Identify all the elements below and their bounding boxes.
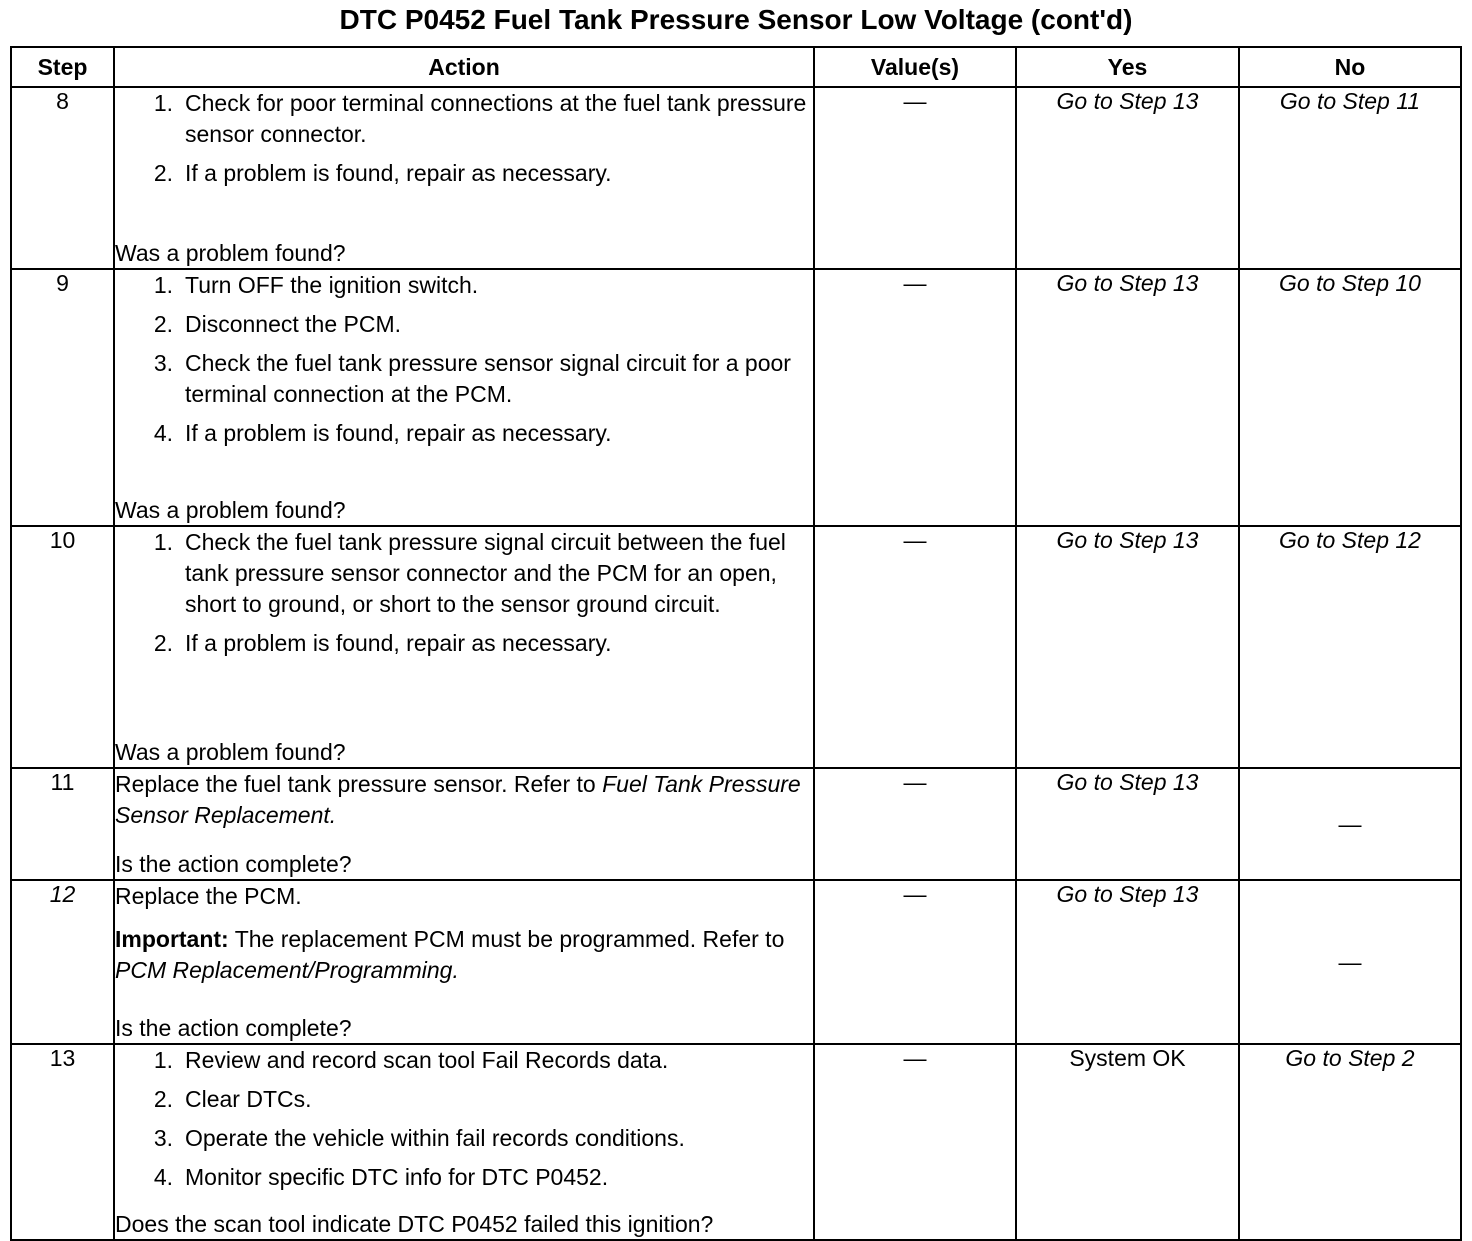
action-list — [115, 527, 813, 667]
action-question: Is the action complete? — [115, 851, 352, 877]
yes-result: System OK — [1016, 1044, 1239, 1240]
action-cell — [114, 1044, 814, 1240]
yes-goto-link[interactable]: Go to Step 13 — [1016, 269, 1239, 526]
action-text: Replace the PCM. — [115, 883, 302, 909]
action-list — [115, 270, 813, 457]
action-cell — [114, 526, 814, 768]
yes-goto-link[interactable]: Go to Step 13 — [1016, 768, 1239, 880]
action-cell — [114, 880, 814, 1044]
action-question: Was a problem found? — [115, 497, 346, 523]
action-question: Is the action complete? — [115, 1015, 352, 1041]
value-cell: — — [814, 87, 1016, 269]
list-item: 1. Review and record scan tool Fail Records data. — [153, 1047, 669, 1073]
no-goto-link[interactable]: Go to Step 11 — [1239, 87, 1461, 269]
list-item: 3. Check the fuel tank pressure sensor signal circuit for a poor terminal connection at the PCM. — [153, 350, 791, 407]
action-list — [115, 88, 813, 197]
step-number: 9 — [11, 269, 114, 526]
step-number: 12 — [11, 880, 114, 1044]
action-cell — [114, 768, 814, 880]
reference-link[interactable]: PCM Replacement/Programming. — [115, 957, 459, 983]
list-item: 1. Check the fuel tank pressure signal circuit between the fuel tank pressure sensor connector and the PCM for an open, short to ground, or short to the sensor ground circuit. — [153, 529, 786, 617]
value-cell: — — [814, 1044, 1016, 1240]
no-goto-link[interactable]: Go to Step 12 — [1239, 526, 1461, 768]
header-step: Step — [11, 47, 114, 87]
action-question: Was a problem found? — [115, 240, 346, 266]
diagnostic-table — [10, 46, 1462, 1241]
reference-link[interactable]: Fuel Tank Pressure Sensor Replacement. — [115, 771, 801, 828]
step-number: 13 — [11, 1044, 114, 1240]
action-question: Was a problem found? — [115, 739, 346, 765]
action-list — [115, 1045, 813, 1193]
table-header-row — [11, 47, 1461, 87]
value-cell: — — [814, 880, 1016, 1044]
step-number: 10 — [11, 526, 114, 768]
header-no: No — [1239, 47, 1461, 87]
list-item: 1. Check for poor terminal connections at the fuel tank pressure sensor connector. — [153, 90, 807, 147]
step-number: 8 — [11, 87, 114, 269]
header-values: Value(s) — [814, 47, 1016, 87]
table-row-step-10 — [11, 526, 1461, 768]
action-text: Replace the fuel tank pressure sensor. Refer to Fuel Tank Pressure Sensor Replacement. — [115, 771, 801, 828]
step-number: 11 — [11, 768, 114, 880]
no-value: — — [1239, 768, 1461, 880]
value-cell: — — [814, 526, 1016, 768]
value-cell: — — [814, 269, 1016, 526]
no-goto-link[interactable]: Go to Step 10 — [1239, 269, 1461, 526]
yes-goto-link[interactable]: Go to Step 13 — [1016, 880, 1239, 1044]
header-action: Action — [114, 47, 814, 87]
table-row-step-13 — [11, 1044, 1461, 1240]
action-question: Does the scan tool indicate DTC P0452 failed this ignition? — [115, 1211, 714, 1237]
list-item: 1. Turn OFF the ignition switch. — [153, 272, 479, 298]
yes-goto-link[interactable]: Go to Step 13 — [1016, 87, 1239, 269]
list-item: 2. If a problem is found, repair as necessary. — [153, 160, 612, 186]
action-cell — [114, 87, 814, 269]
page-title: DTC P0452 Fuel Tank Pressure Sensor Low Voltage (cont'd) — [339, 4, 1133, 35]
list-item: 2. Disconnect the PCM. — [153, 311, 402, 337]
no-value: — — [1239, 880, 1461, 1044]
action-cell — [114, 269, 814, 526]
value-cell: — — [814, 768, 1016, 880]
list-item: 4. Monitor specific DTC info for DTC P0452. — [153, 1164, 609, 1190]
list-item: 4. If a problem is found, repair as necessary. — [153, 420, 612, 446]
list-item: 2. If a problem is found, repair as necessary. — [153, 630, 612, 656]
header-yes: Yes — [1016, 47, 1239, 87]
table-row-step-9 — [11, 269, 1461, 526]
no-goto-link[interactable]: Go to Step 2 — [1239, 1044, 1461, 1240]
important-note: Important: The replacement PCM must be programmed. Refer to PCM Replacement/Programming. — [115, 926, 785, 983]
list-item: 3. Operate the vehicle within fail records conditions. — [153, 1125, 685, 1151]
table-row-step-12 — [11, 880, 1461, 1044]
list-item: 2. Clear DTCs. — [153, 1086, 312, 1112]
yes-goto-link[interactable]: Go to Step 13 — [1016, 526, 1239, 768]
table-row-step-8 — [11, 87, 1461, 269]
table-row-step-11 — [11, 768, 1461, 880]
